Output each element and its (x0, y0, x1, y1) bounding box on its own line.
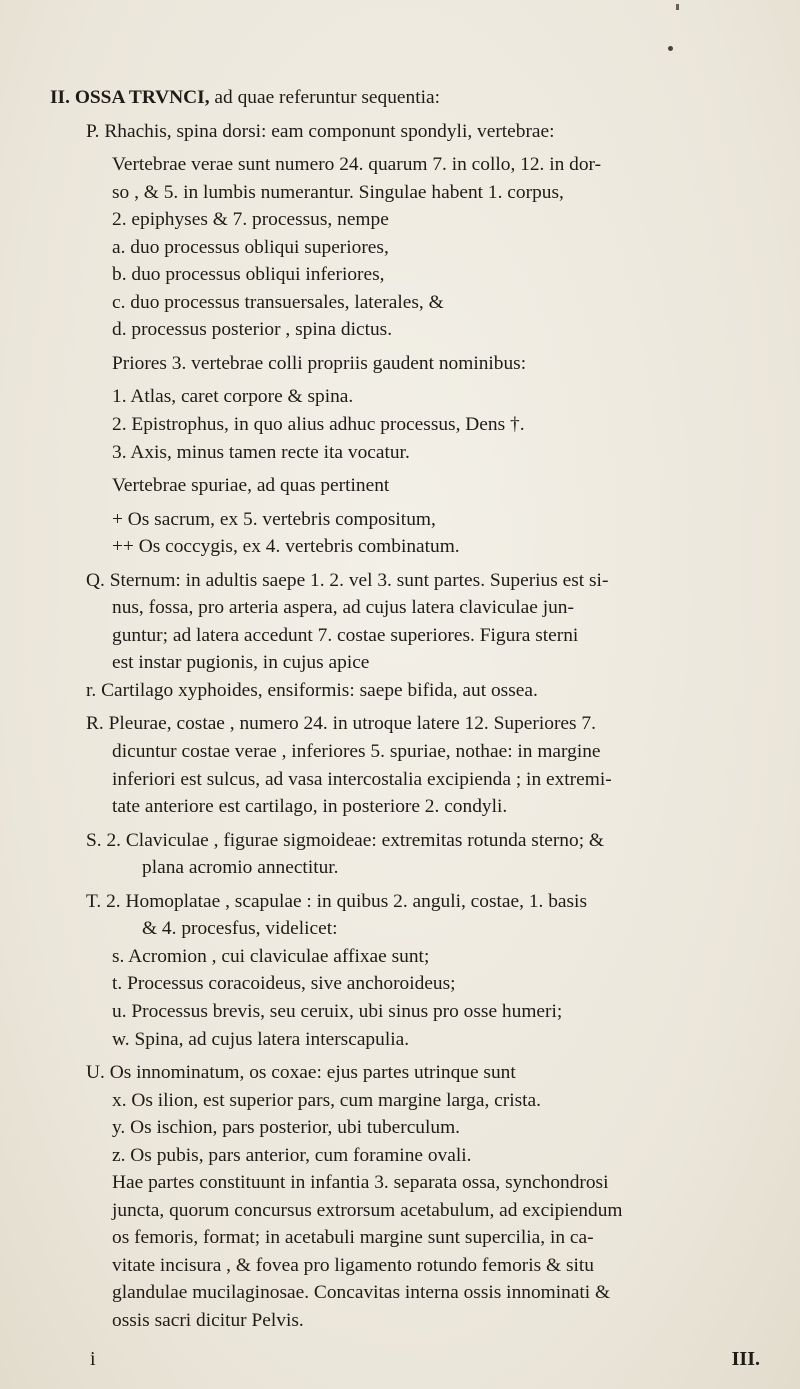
text-line: S. 2. Claviculae , figurae sigmoideae: extremitas rotunda sterno; & (86, 829, 605, 851)
text-line: guntur; ad latera accedunt 7. costae superiores. Figura sterni (112, 624, 579, 646)
body-text (50, 84, 770, 1335)
section-number: II. (50, 87, 70, 108)
text-line: glandulae mucilaginosae. Concavitas interna ossis innominati & (112, 1282, 611, 1304)
text-line: c. duo processus transuersales, laterales, & (112, 291, 444, 313)
signature-mark: i (90, 1348, 96, 1370)
page-footer (50, 1348, 770, 1378)
text-line: U. Os innominatum, os coxae: ejus partes utrinque sunt (86, 1062, 516, 1084)
section-subtitle: ad quae referuntur sequentia: (214, 87, 440, 108)
text-line: t. Processus coracoideus, sive anchoroideus; (112, 973, 456, 995)
text-line: r. Cartilago xyphoides, ensiformis: saepe bifida, aut ossea. (86, 679, 538, 701)
text-line: + Os sacrum, ex 5. vertebris compositum, (112, 508, 436, 530)
text-line: d. processus posterior , spina dictus. (112, 319, 393, 341)
text-line: 2. epiphyses & 7. processus, nempe (112, 209, 389, 231)
text-line: Vertebrae spuriae, ad quas pertinent (112, 475, 390, 497)
text-line: os femoris, format; in acetabuli margine sunt supercilia, in ca- (112, 1227, 594, 1249)
text-line: 1. Atlas, caret corpore & spina. (112, 386, 354, 408)
text-line: ossis sacri dicitur Pelvis. (112, 1309, 304, 1331)
text-line: dicuntur costae verae , inferiores 5. spuriae, nothae: in margine (112, 741, 601, 763)
catchword: III. (731, 1348, 760, 1370)
text-line: nus, fossa, pro arteria aspera, ad cujus latera claviculae jun- (112, 597, 574, 619)
text-line: w. Spina, ad cujus latera interscapulia. (112, 1028, 410, 1050)
text-line: R. Pleurae, costae , numero 24. in utroque latere 12. Superiores 7. (86, 713, 596, 735)
text-line: T. 2. Homoplatae , scapulae : in quibus 2. anguli, costae, 1. basis (86, 890, 587, 912)
text-line: P. Rhachis, spina dorsi: eam componunt spondyli, vertebrae: (86, 120, 555, 142)
text-line: s. Acromion , cui claviculae affixae sunt; (112, 945, 430, 967)
ink-speck (676, 4, 679, 10)
ink-speck (668, 46, 673, 51)
text-line: so , & 5. in lumbis numerantur. Singulae habent 1. corpus, (112, 181, 564, 203)
text-line: ++ Os coccygis, ex 4. vertebris combinatum. (112, 536, 460, 558)
text-line: Q. Sternum: in adultis saepe 1. 2. vel 3. sunt partes. Superius est si- (86, 569, 609, 591)
text-line: & 4. procesfus, videlicet: (142, 918, 338, 940)
text-line: juncta, quorum concursus extrorsum acetabulum, ad excipiendum (112, 1199, 623, 1221)
text-line: y. Os ischion, pars posterior, ubi tuberculum. (112, 1117, 461, 1139)
section-title: OSSA TRVNCI, (74, 87, 210, 108)
text-line: u. Processus brevis, seu ceruix, ubi sinus pro osse humeri; (112, 1000, 563, 1022)
text-line: 2. Epistrophus, in quo alius adhuc processus, Dens †. (112, 414, 525, 436)
text-line: Vertebrae verae sunt numero 24. quarum 7. in collo, 12. in dor- (112, 154, 602, 176)
text-line: Hae partes constituunt in infantia 3. separata ossa, synchondrosi (112, 1172, 609, 1194)
text-line: z. Os pubis, pars anterior, cum foramine ovali. (112, 1144, 472, 1166)
text-line: Priores 3. vertebrae colli propriis gaudent nominibus: (112, 352, 527, 374)
text-line: est instar pugionis, in cujus apice (112, 652, 370, 674)
text-line: x. Os ilion, est superior pars, cum margine larga, crista. (112, 1089, 542, 1111)
text-line: b. duo processus obliqui inferiores, (112, 264, 385, 286)
text-line: 3. Axis, minus tamen recte ita vocatur. (112, 441, 410, 463)
text-line: vitate incisura , & fovea pro ligamento rotundo femoris & situ (112, 1254, 594, 1276)
text-line: tate anteriore est cartilago, in posteriore 2. condyli. (112, 796, 508, 818)
text-line: plana acromio annectitur. (142, 857, 339, 879)
text-line: inferiori est sulcus, ad vasa intercostalia excipienda ; in extremi- (112, 768, 612, 790)
text-line: a. duo processus obliqui superiores, (112, 236, 389, 258)
section-heading (50, 84, 770, 112)
